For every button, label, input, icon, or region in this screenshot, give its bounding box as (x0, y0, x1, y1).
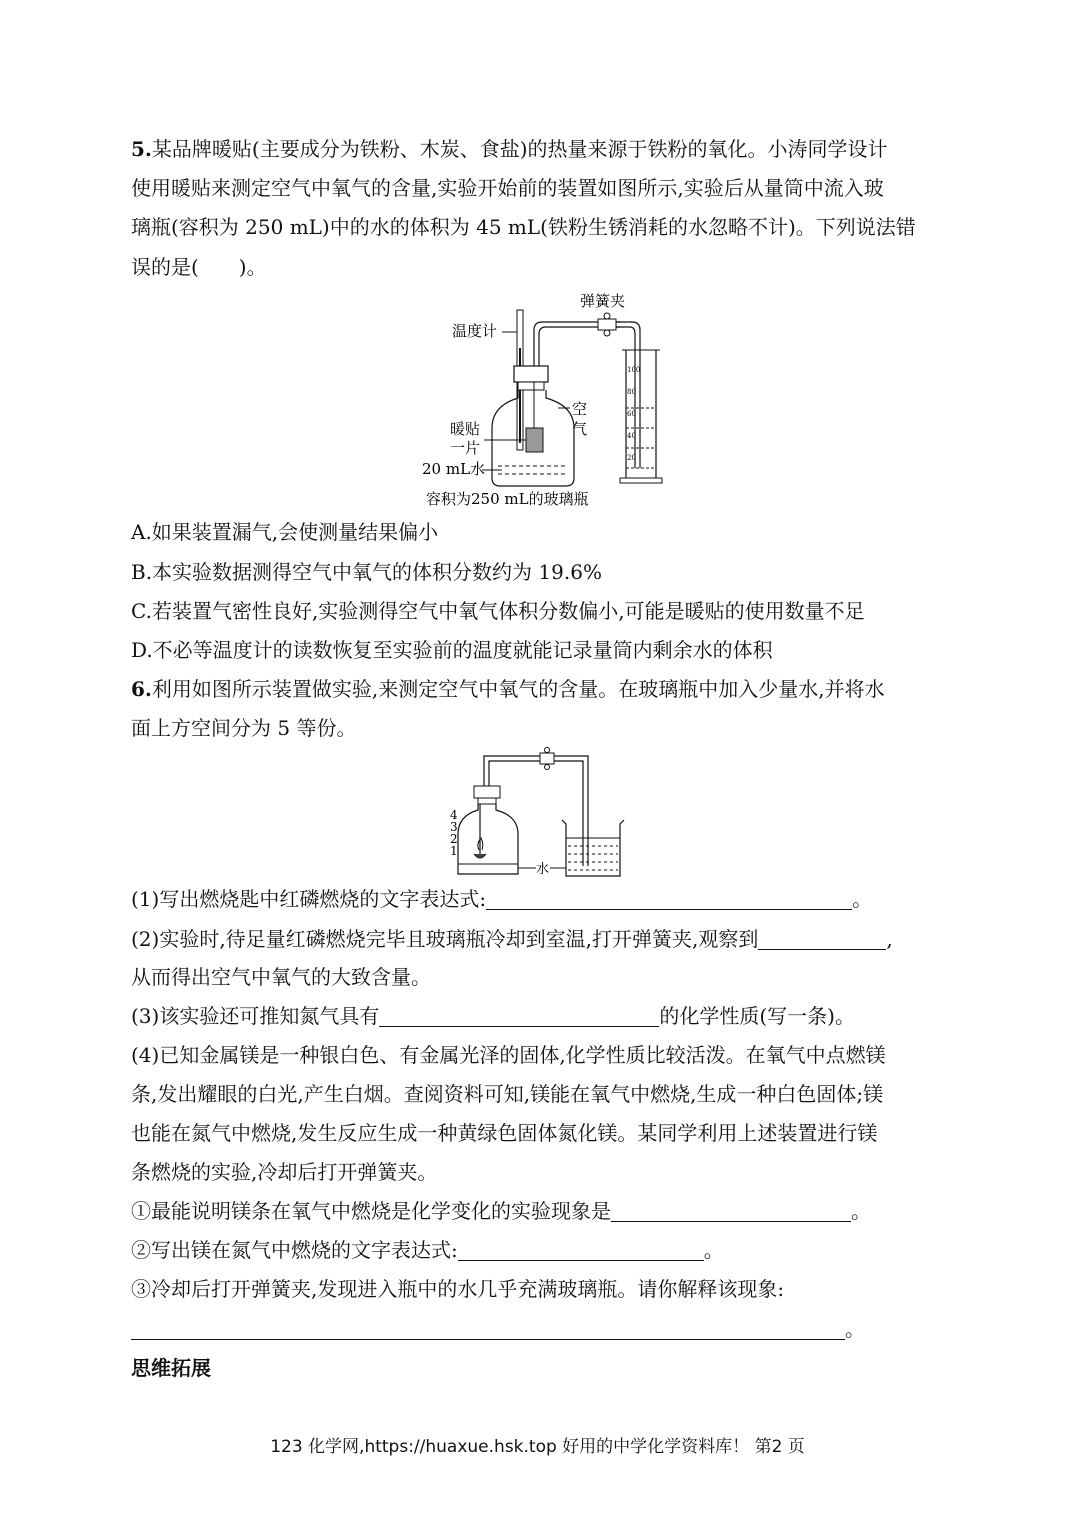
q6-sub4-line-3: 也能在氮气中燃烧,发生反应生成一种黄绿色固体氮化镁。某同学利用上述装置进行镁 (131, 1121, 878, 1145)
q6-water-label: 水 (536, 862, 550, 877)
tick-80: 80 (627, 388, 636, 396)
q6-number: 6. (131, 677, 152, 701)
page-footer: 123 化学网,https://huaxue.hsk.top 好用的中学化学资料库！ 第2 页 (270, 1437, 805, 1457)
q6-line-1: 6.利用如图所示装置做实验,来测定空气中氧气的含量。在玻璃瓶中加入少量水,并将水 (131, 677, 885, 701)
mark-3: 3 (450, 820, 458, 834)
answer-blank-1[interactable] (486, 889, 852, 910)
air-label-2: 气 (572, 420, 588, 438)
tick-100: 100 (627, 366, 641, 374)
answer-blank-6[interactable] (131, 1319, 845, 1340)
q5-line-1: 5.某品牌暖贴(主要成分为铁粉、木炭、食盐)的热量来源于铁粉的氧化。小涛同学设计 (131, 137, 888, 161)
q6-sub2-b: 从而得出空气中氧气的大致含量。 (131, 965, 431, 989)
q5-option-c: C.若装置气密性良好,实验测得空气中氧气体积分数偏小,可能是暖贴的使用数量不足 (131, 599, 865, 623)
air-label-1: 空 (572, 400, 588, 418)
q5-line-2: 使用暖贴来测定空气中氧气的含量,实验开始前的装置如图所示,实验后从量筒中流入玻 (131, 176, 884, 200)
q6-sub4-line-4: 条燃烧的实验,冷却后打开弹簧夹。 (131, 1160, 438, 1184)
q5-option-d: D.不必等温度计的读数恢复至实验前的温度就能记录量筒内剩余水的体积 (131, 638, 773, 662)
water-label: 20 mL水 (422, 460, 486, 478)
thermometer-label: 温度计 (452, 322, 498, 340)
q6-sub4-3: ③冷却后打开弹簧夹,发现进入瓶中的水几乎充满玻璃瓶。请你解释该现象: (131, 1277, 785, 1301)
tick-20: 20 (627, 454, 636, 462)
q6-sub4-1: ①最能说明镁条在氧气中燃烧是化学变化的实验现象是 。 (131, 1199, 871, 1223)
tick-40: 40 (627, 432, 636, 440)
q5-number: 5. (131, 137, 152, 161)
q6-sub3: (3)该实验还可推知氮气具有 的化学性质(写一条)。 (131, 1004, 855, 1028)
q6-sub4-3-answer: 。 (131, 1316, 865, 1342)
q6-sub4-line-1: (4)已知金属镁是一种银白色、有金属光泽的固体,化学性质比较活泼。在氧气中点燃镁 (131, 1043, 886, 1067)
q6-sub2-a: (2)实验时,待足量红磷燃烧完毕且玻璃瓶冷却到室温,打开弹簧夹,观察到 , (131, 927, 893, 951)
q5-line-3: 璃瓶(容积为 250 mL)中的水的体积为 45 mL(铁粉生锈消耗的水忽略不计)。下列说法错 (131, 215, 916, 239)
q5-line-4: 误的是( )。 (131, 255, 267, 279)
answer-blank-3[interactable] (379, 1006, 659, 1027)
q6-line-2: 面上方空间分为 5 等份。 (131, 716, 357, 740)
pad-label-1: 暖贴 (450, 420, 481, 438)
answer-blank-4[interactable] (611, 1201, 851, 1222)
mark-4: 4 (450, 808, 458, 822)
q6-sub4-2: ②写出镁在氮气中燃烧的文字表达式: 。 (131, 1238, 724, 1262)
q5-option-b: B.本实验数据测得空气中氧气的体积分数约为 19.6% (131, 560, 602, 584)
section-title: 思维拓展 (131, 1356, 211, 1380)
answer-blank-5[interactable] (458, 1240, 704, 1261)
q5-apparatus-figure (420, 288, 670, 510)
q5-option-a: A.如果装置漏气,会使测量结果偏小 (131, 520, 439, 544)
answer-blank-2[interactable] (758, 929, 886, 950)
mark-2: 2 (450, 832, 458, 846)
tick-60: 60 (627, 410, 636, 418)
q6-apparatus-figure (448, 746, 628, 882)
figure-caption: 容积为250 mL的玻璃瓶 (426, 490, 589, 508)
mark-1: 1 (450, 844, 458, 858)
clamp-label: 弹簧夹 (580, 292, 626, 310)
q6-sub1: (1)写出燃烧匙中红磷燃烧的文字表达式: 。 (131, 887, 873, 911)
pad-label-2: 一片 (450, 439, 481, 457)
q6-sub4-line-2: 条,发出耀眼的白光,产生白烟。查阅资料可知,镁能在氧气中燃烧,生成一种白色固体;镁 (131, 1082, 884, 1106)
